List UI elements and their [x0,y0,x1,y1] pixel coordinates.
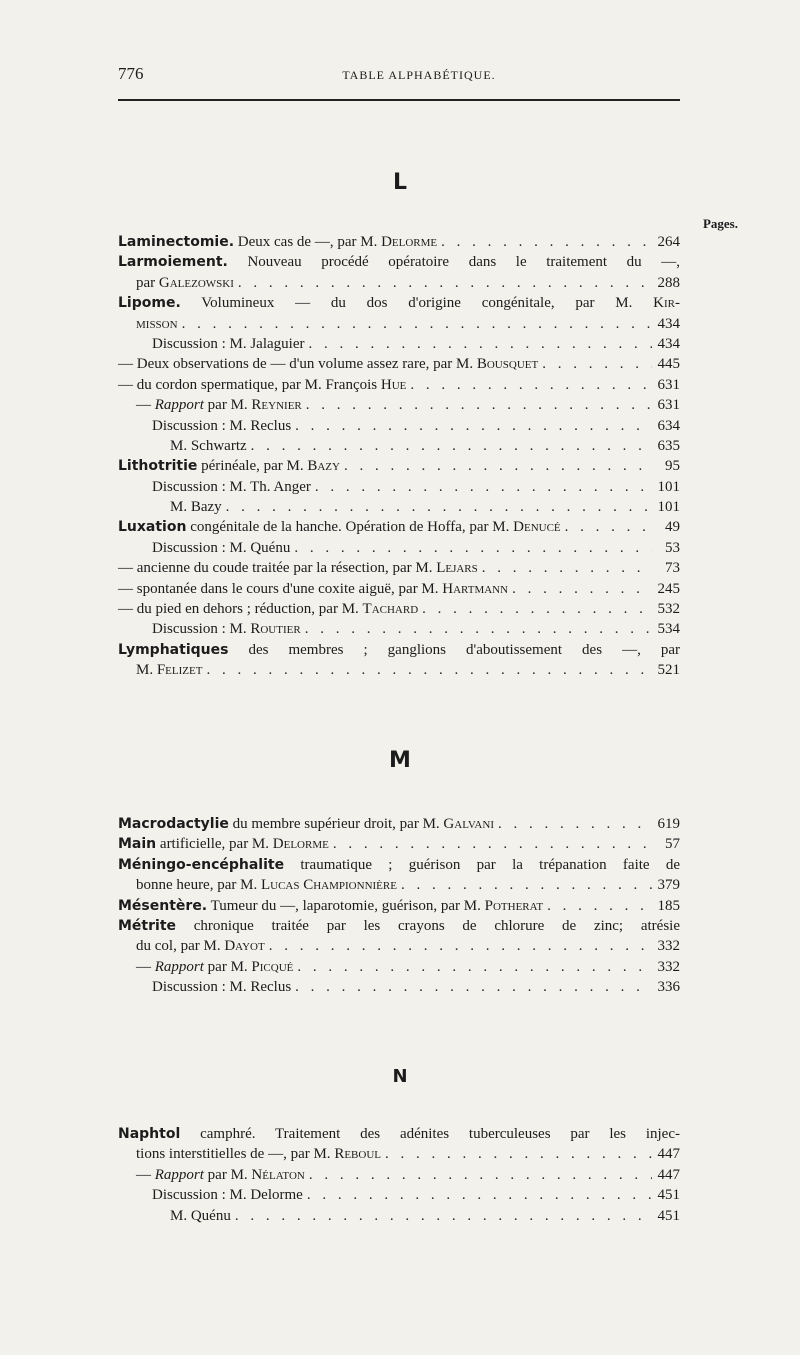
entry-text [170,1206,231,1226]
entry-text [152,334,304,354]
entry-text [152,619,301,639]
entry-description: Deux cas de —, par M. [234,233,382,250]
entry-text [118,254,680,270]
index-section-l [118,232,680,681]
entry-author: misson [136,315,178,332]
entry-description: Discussion : M. Th. Anger [152,478,311,495]
index-entry [118,334,680,354]
entry-description: des membres ; ganglions d'aboutissement des —, par [228,641,680,658]
leader-dots [441,232,652,252]
entry-text [118,857,680,873]
entry-text [136,1165,305,1185]
entry-author: Felizet [156,662,203,679]
entry-page-number: 264 [657,233,680,250]
entry-description: — [136,958,155,975]
entry-description: — du cordon spermatique, par M. François [118,376,381,393]
index-entry [118,293,680,313]
entry-keyword: Luxation [118,519,187,536]
index-entry [118,660,680,680]
entry-keyword: Lymphatiques [118,641,229,658]
entry-italic: Rapport [154,1166,204,1183]
entry-author: Potherat [484,897,544,914]
entry-text [118,456,340,476]
entry-author: Nélaton [251,1166,305,1183]
entry-description: — spontanée dans le cours d'une coxite aiguë, par M. [118,580,443,597]
entry-keyword: Méningo-encéphalite [118,856,285,873]
entry-page-number: 336 [657,979,680,996]
entry-page-number: 451 [657,1187,680,1204]
index-section-m [118,814,680,998]
entry-text [136,875,397,895]
index-entry [118,497,680,517]
index-entry [118,619,680,639]
entry-keyword: Larmoiement. [118,254,228,271]
entry-description: périnéale, par M. [197,458,308,475]
index-entry [118,416,680,436]
entry-keyword: Laminectomie. [118,233,235,250]
header-rule [118,99,680,101]
leader-dots [308,334,652,354]
leader-dots [295,977,652,997]
entry-page-number: 49 [665,519,680,536]
entry-author: Lucas Championnière [260,877,397,894]
entry-author: Galvani [443,815,494,832]
entry-text [152,416,291,436]
index-entry [118,314,680,334]
entry-italic: Rapport [154,958,204,975]
leader-dots [182,314,652,334]
entry-author: Tachard [362,601,419,618]
entry-description: — Deux observations de — d'un volume assez rare, par M. [118,356,477,373]
page-header [118,64,680,88]
leader-dots [238,273,652,293]
entry-description: traumatique ; guérison par la trépanation faite de [284,856,680,873]
entry-text [118,1126,680,1142]
entry-description: Discussion : M. Quénu [152,539,291,556]
entry-description: tions interstitielles de —, par M. [136,1146,335,1163]
entry-page-number: 332 [657,958,680,975]
index-entry [118,1144,680,1164]
entry-text [136,314,178,334]
entry-page-number: 434 [657,335,680,352]
entry-description: par [136,274,159,291]
index-entry [118,936,680,956]
running-title: TABLE ALPHABÉTIQUE. [342,68,496,82]
index-entry [118,232,680,252]
leader-dots [235,1206,652,1226]
leader-dots [295,416,652,436]
entry-description: Discussion : M. Jalaguier [152,335,305,352]
entry-page-number: 445 [657,356,680,373]
entry-description: — ancienne du coude traitée par la résection, par M. [118,560,437,577]
index-entry [118,395,680,415]
entry-page-number: 379 [657,877,680,894]
entry-text [136,395,302,415]
index-entry [118,834,680,854]
leader-dots [306,395,652,415]
entry-page-number: 434 [657,315,680,332]
entry-page-number: 534 [657,621,680,638]
entry-author: Reynier [251,397,302,414]
entry-author: Bousquet [476,356,539,373]
section-letter-l: L [392,170,408,195]
entry-author: Kir- [653,295,680,312]
index-entry [118,273,680,293]
entry-page-number: 185 [657,897,680,914]
index-entry [118,517,680,537]
leader-dots [294,538,652,558]
entry-text [152,977,291,997]
entry-page-number: 73 [665,560,680,577]
entry-page-number: 53 [665,539,680,556]
entry-description: artificielle, par M. [156,836,273,853]
entry-description: M. Quénu [170,1207,231,1224]
leader-dots [547,896,652,916]
entry-page-number: 619 [657,815,680,832]
entry-text [118,558,478,578]
index-entry [118,375,680,395]
entry-description: — [136,1166,155,1183]
entry-text [118,517,561,537]
entry-text [152,538,290,558]
entry-author: Galezowski [158,274,234,291]
entry-page-number: 447 [657,1166,680,1183]
entry-text [170,497,222,517]
entry-description: — [136,397,155,414]
index-entry [118,1206,680,1226]
entry-author: Delorme [272,836,329,853]
entry-description-cont: par M. [203,1166,252,1183]
entry-text [118,834,329,854]
leader-dots [309,1165,652,1185]
index-entry [118,1165,680,1185]
entry-text [118,354,538,374]
entry-author: Lejars [436,560,478,577]
leader-dots [226,497,652,517]
leader-dots [410,375,652,395]
entry-page-number: 245 [657,580,680,597]
entry-text [118,814,494,834]
entry-text [118,579,508,599]
entry-page-number: 532 [657,601,680,618]
leader-dots [565,517,652,537]
entry-text [118,375,406,395]
entry-author: Delorme [381,233,438,250]
page-number: 776 [118,64,144,83]
index-entry [118,252,680,272]
index-entry [118,977,680,997]
entry-text [118,232,437,252]
entry-text [118,599,418,619]
leader-dots [269,936,652,956]
leader-dots [482,558,652,578]
entry-description: Nouveau procédé opératoire dans le traitement du —, [227,254,680,271]
index-entry [118,1124,680,1144]
leader-dots [385,1144,652,1164]
index-entry [118,957,680,977]
entry-description: Discussion : M. [152,621,251,638]
section-letter-m: M [389,748,411,773]
entry-text [136,273,234,293]
entry-page-number: 634 [657,417,680,434]
entry-text [136,660,202,680]
leader-dots [344,456,652,476]
entry-keyword: Mésentère. [118,897,208,914]
entry-description: bonne heure, par M. [136,877,261,894]
entry-keyword: Main [118,836,157,853]
entry-description: M. [136,662,157,679]
entry-text [118,896,543,916]
entry-text [170,436,247,456]
entry-description: du membre supérieur droit, par M. [228,815,444,832]
entry-page-number: 631 [657,397,680,414]
leader-dots [206,660,652,680]
entry-page-number: 451 [657,1207,680,1224]
entry-keyword: Métrite [118,917,177,934]
index-entry [118,916,680,936]
pages-column-label: Pages. [702,216,738,231]
entry-page-number: 95 [665,458,680,475]
entry-description: Tumeur du —, laparotomie, guérison, par M. [207,897,485,914]
leader-dots [315,477,652,497]
entry-text [152,1185,303,1205]
entry-text [152,477,311,497]
entry-description: chronique traitée par les crayons de chlorure de zinc; atrésie [176,917,680,934]
entry-keyword: Lithotritie [118,458,198,475]
entry-italic: Rapport [154,397,204,414]
entry-author: Denucé [513,519,561,536]
entry-description: M. Schwartz [170,437,247,454]
leader-dots [333,834,652,854]
leader-dots [297,957,652,977]
entry-page-number: 447 [657,1146,680,1163]
entry-keyword: Lipome. [118,295,181,312]
index-entry [118,538,680,558]
index-entry [118,1185,680,1205]
index-entry [118,354,680,374]
entry-description: — du pied en dehors ; réduction, par M. [118,601,363,618]
index-section-n [118,1124,680,1226]
leader-dots [542,354,652,374]
entry-author: Bazy [307,458,340,475]
entry-description: Volumineux — du dos d'origine congénitale, par M. [180,295,654,312]
index-entry [118,855,680,875]
entry-text [136,1144,381,1164]
entry-page-number: 288 [657,274,680,291]
entry-description: camphré. Traitement des adénites tuberculeuses par les injec- [180,1126,680,1142]
entry-text [136,936,265,956]
index-entry [118,814,680,834]
index-entry [118,558,680,578]
leader-dots [251,436,652,456]
index-entry [118,579,680,599]
entry-keyword: Naphtol [118,1126,181,1142]
entry-description-cont: par M. [203,397,252,414]
entry-author: Dayot [224,938,265,955]
leader-dots [512,579,652,599]
entry-text [118,295,680,311]
index-entry [118,477,680,497]
entry-description: Discussion : M. Reclus [152,979,292,996]
entry-page-number: 332 [657,938,680,955]
entry-author: Hue [380,376,407,393]
entry-description: Discussion : M. Delorme [152,1187,303,1204]
leader-dots [401,875,652,895]
entry-page-number: 631 [657,376,680,393]
entry-page-number: 521 [657,662,680,679]
entry-text [118,642,680,658]
entry-page-number: 101 [657,478,680,495]
entry-text [118,918,680,934]
index-entry [118,640,680,660]
entry-description-cont: par M. [203,958,252,975]
entry-author: Reboul [334,1146,381,1163]
leader-dots [305,619,652,639]
entry-author: Hartmann [442,580,509,597]
entry-page-number: 101 [657,499,680,516]
section-letter-n: N [392,1066,408,1087]
entry-keyword: Macrodactylie [118,815,229,832]
index-entry [118,456,680,476]
index-entry [118,599,680,619]
entry-author: Routier [250,621,301,638]
leader-dots [498,814,652,834]
entry-description: du col, par M. [136,938,225,955]
entry-page-number: 635 [657,437,680,454]
entry-page-number: 57 [665,836,680,853]
index-entry [118,896,680,916]
leader-dots [422,599,652,619]
index-entry [118,436,680,456]
entry-author: Picqué [251,958,294,975]
entry-text [136,957,293,977]
index-entry [118,875,680,895]
leader-dots [307,1185,652,1205]
entry-description: M. Bazy [170,499,222,516]
entry-description: Discussion : M. Reclus [152,417,292,434]
entry-description: congénitale de la hanche. Opération de Hoffa, par M. [186,519,514,536]
